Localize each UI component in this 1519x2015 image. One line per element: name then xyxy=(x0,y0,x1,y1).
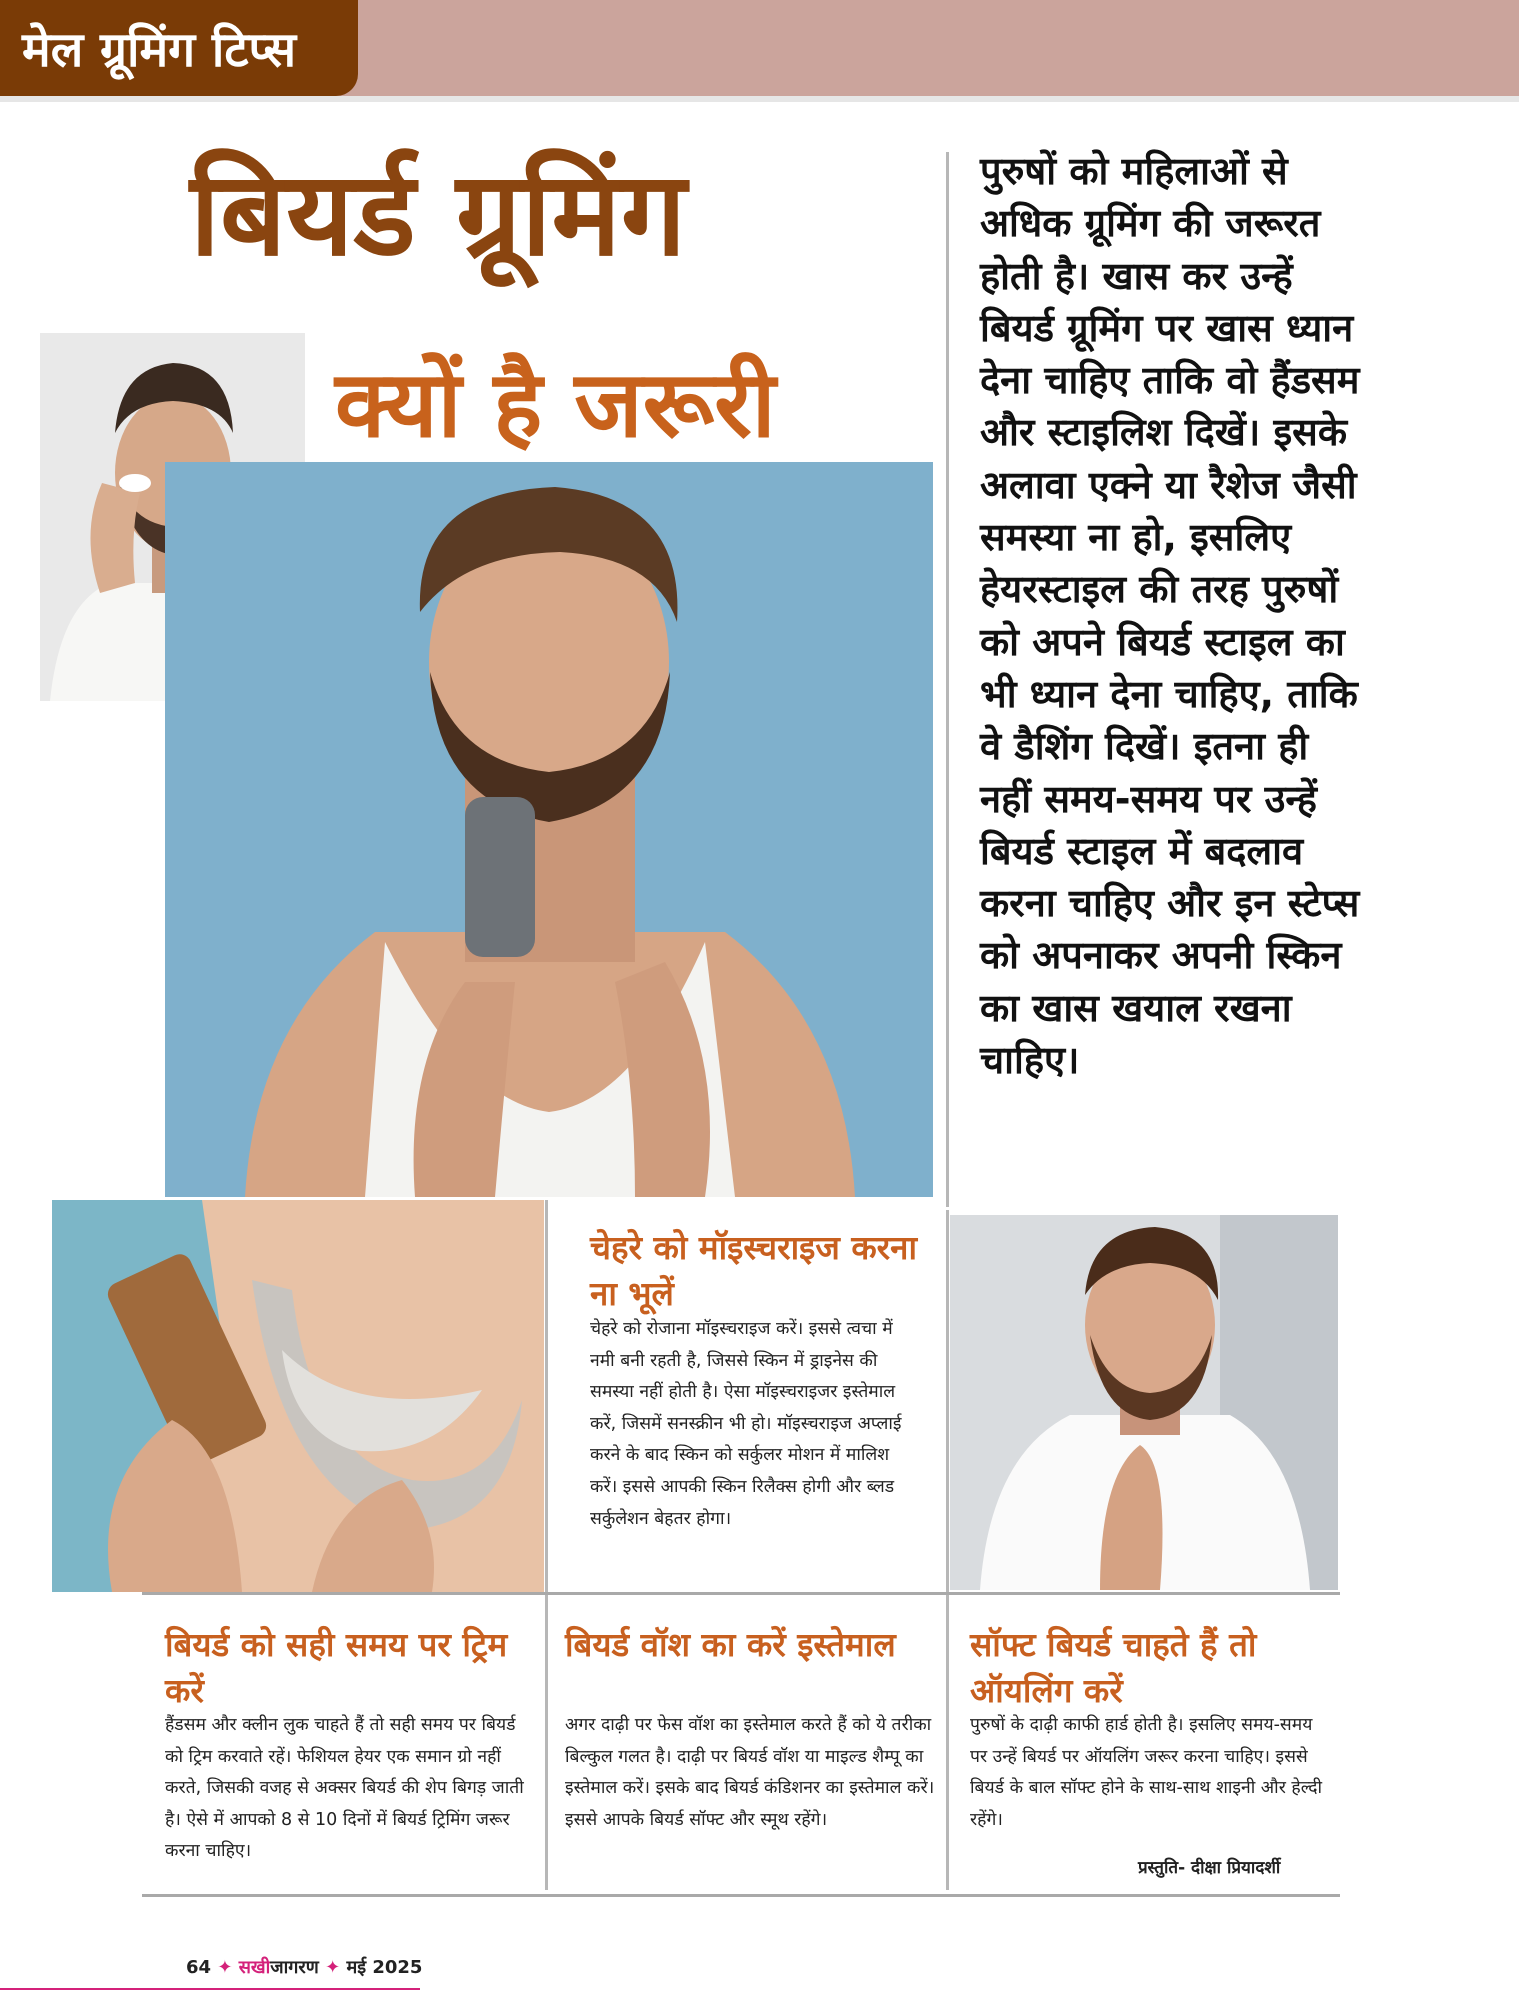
tip-moisturize-title: चेहरे को मॉइस्चराइज करना ना भूलें xyxy=(590,1228,918,1313)
header-divider xyxy=(0,96,1519,102)
photo-smiling-man-bathrobe xyxy=(950,1215,1338,1590)
tip-trim-body: हैंडसम और क्लीन लुक चाहते हैं तो सही समय पर बियर्ड को ट्रिम करवाते रहें। फेशियल हेयर एक समान ग्रो नहीं करते, जिसकी वजह से अक्सर बियर्ड की शेप बिगड़ जाती है। ऐसे में आपको 8 से 10 दिनों में बियर्ड ट्रिमिंग जरूर करना चाहिए। xyxy=(165,1715,524,1862)
page-footer xyxy=(186,1955,422,1979)
magazine-name: सखी xyxy=(238,1957,271,1978)
bottom-rule xyxy=(142,1894,1340,1897)
photo-beard-comb xyxy=(52,1200,544,1592)
tip-oil-title: सॉफ्ट बियर्ड चाहते हैं तो ऑयलिंग करें xyxy=(970,1625,1257,1710)
intro-column-rule xyxy=(946,152,949,1207)
row-divider xyxy=(142,1592,1340,1595)
page-number: 64 xyxy=(186,1957,212,1978)
intro-paragraph: पुरुषों को महिलाओं से अधिक ग्रूमिंग की जरूरत होती है। खास कर उन्हें बियर्ड ग्रूमिंग पर खास ध्यान देना चाहिए ताकि वो हैंडसम और स्टाइलिश दिखें। इसके अलावा एक्ने या रैशेज जैसी समस्या ना हो, इसलिए हेयरस्टाइल की तरह पुरुषों को अपने बियर्ड स्टाइल का भी ध्यान देना चाहिए, ताकि वे डैशिंग दिखें। इतना ही नहीं समय-समय पर उन्हें बियर्ड स्टाइल में बदलाव करना चाहिए और इन स्टेप्स को अपनाकर अपनी स्किन का खास खयाल रखना चाहिए। xyxy=(980,149,1360,1083)
tip-trim-title: बियर्ड को सही समय पर ट्रिम करें xyxy=(165,1625,508,1710)
tip-moisturize-body: चेहरे को रोजाना मॉइस्चराइज करें। इससे त्वचा में नमी बनी रहती है, जिससे स्किन में ड्राइनेस की समस्या नहीं होती है। ऐसा मॉइस्चराइजर इस्तेमाल करें, जिसमें सनस्क्रीन भी हो। मॉइस्चराइज अप्लाई करने के बाद स्किन को सर्कुलर मोशन में मालिश करें। इससे आपकी स्किन रिलैक्स होगी और ब्लड सर्कुलेशन बेहतर होगा। xyxy=(590,1319,902,1529)
star-icon: ✦ xyxy=(325,1957,341,1978)
publisher-name: जागरण xyxy=(270,1957,319,1978)
tip-wash-title: बियर्ड वॉश का करें इस्तेमाल xyxy=(565,1625,896,1664)
issue-date: मई 2025 xyxy=(346,1957,423,1978)
byline: प्रस्तुति- दीक्षा प्रियादर्शी xyxy=(1138,1858,1281,1878)
headline-line-1: बियर्ड ग्रूमिंग xyxy=(190,147,687,282)
grid-rule-left xyxy=(545,1200,548,1890)
tip-oil-body: पुरुषों के दाढ़ी काफी हार्ड होती है। इसलिए समय-समय पर उन्हें बियर्ड पर ऑयलिंग जरूर करना चाहिए। इससे बियर्ड के बाल सॉफ्ट होने के साथ-साथ शाइनी और हेल्दी रहेंगे। xyxy=(970,1715,1323,1830)
star-icon: ✦ xyxy=(217,1957,233,1978)
tip-wash-body: अगर दाढ़ी पर फेस वॉश का इस्तेमाल करते हैं को ये तरीका बिल्कुल गलत है। दाढ़ी पर बियर्ड वॉश या माइल्ड शैम्पू का इस्तेमाल करें। इसके बाद बियर्ड कंडिशनर का इस्तेमाल करें। इससे आपके बियर्ड सॉफ्ट और स्मूथ रहेंगे। xyxy=(565,1715,935,1830)
headline-line-2: क्यों है जरूरी xyxy=(335,351,776,458)
footer-accent-line xyxy=(0,1988,420,1990)
photo-man-with-trimmer xyxy=(165,462,933,1197)
section-tag: मेल ग्रूमिंग टिप्स xyxy=(0,0,358,96)
grid-rule-right xyxy=(946,1210,949,1890)
